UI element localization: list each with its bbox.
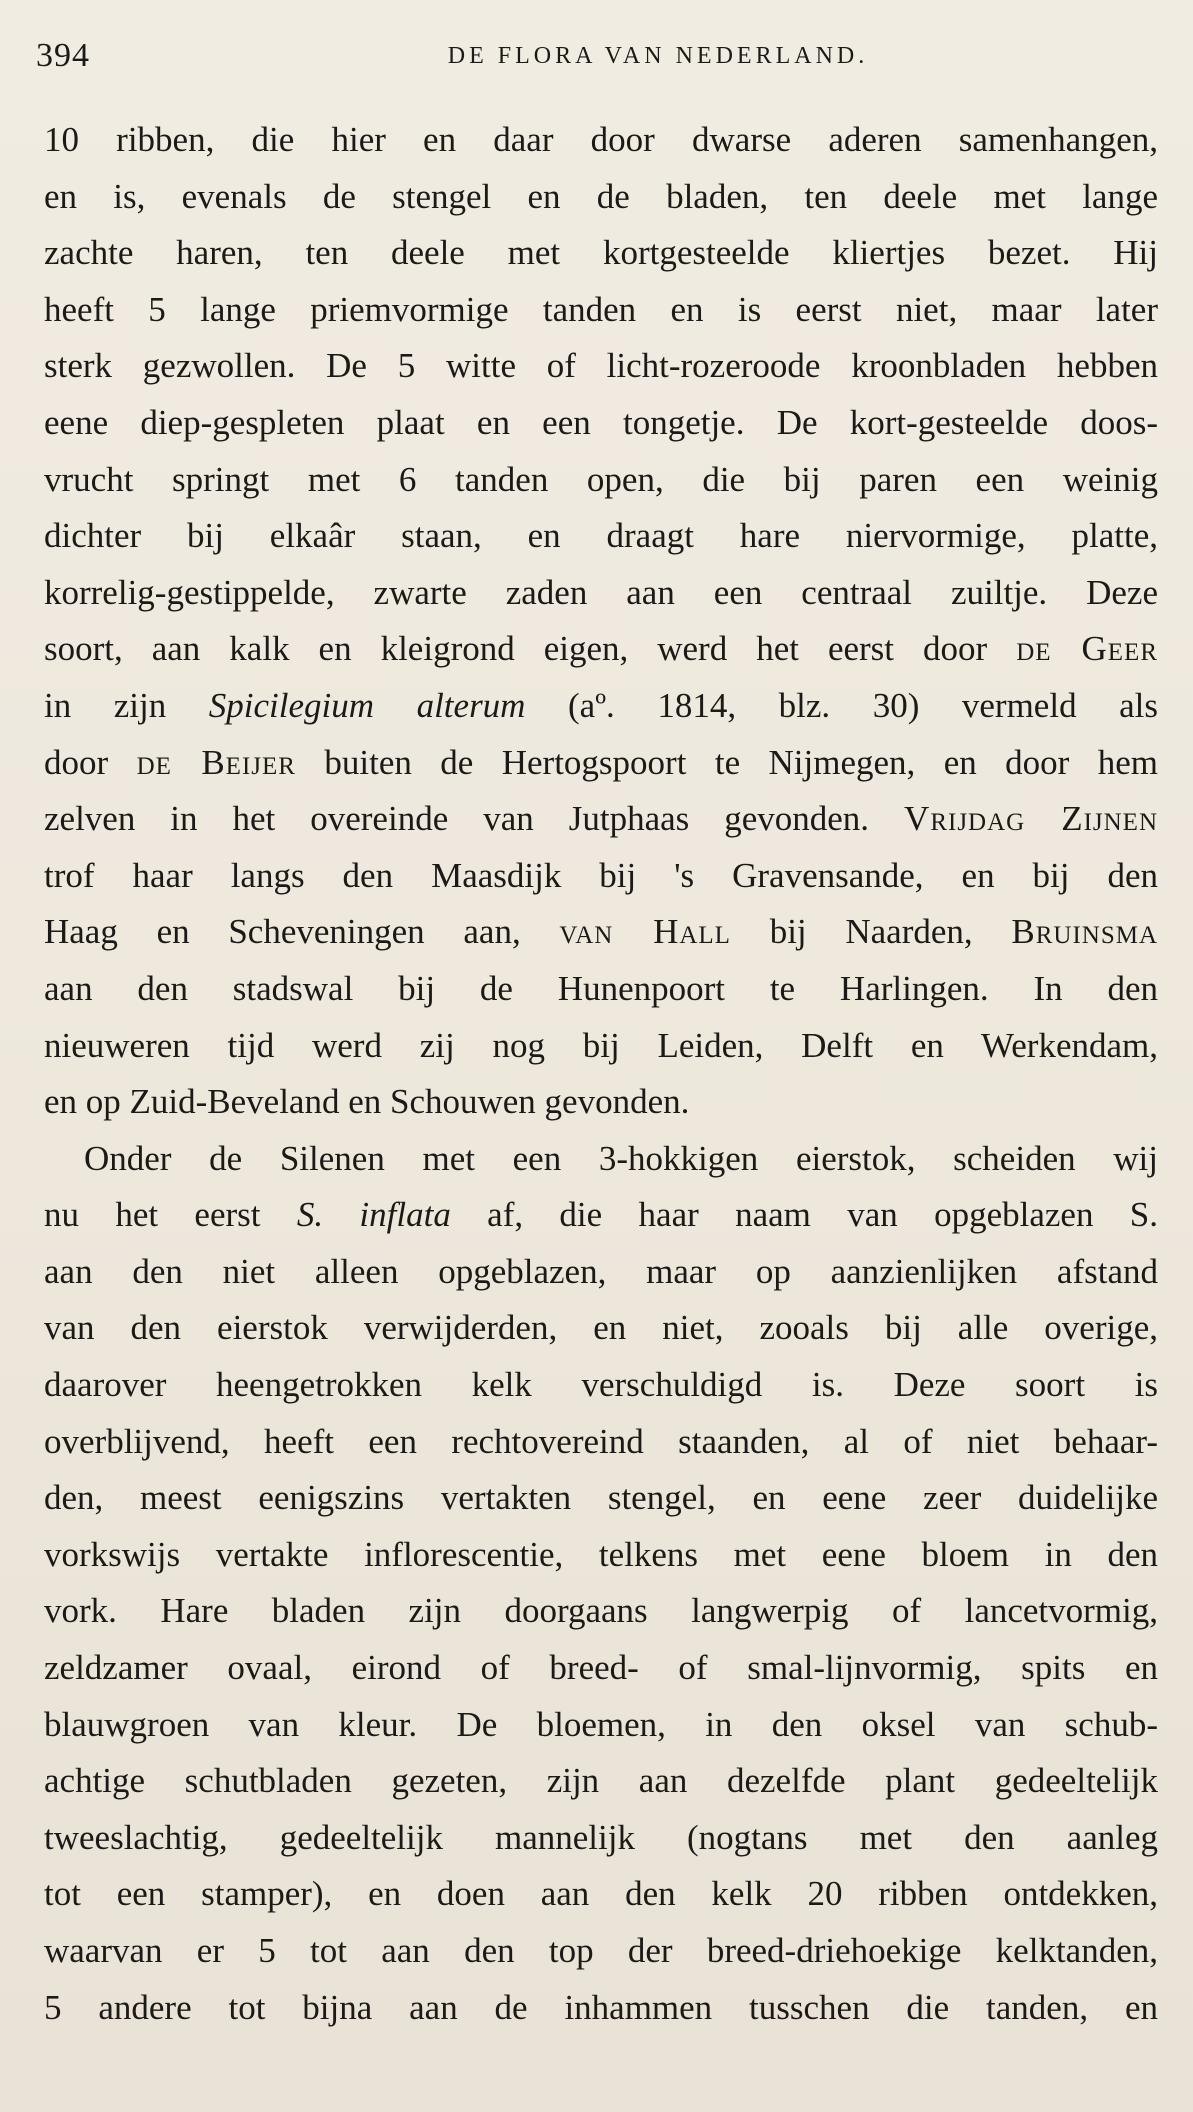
person-name: van Hall	[559, 912, 731, 952]
text-segment: heeft 5 lange priemvormige tanden en is eerst niet, maar later	[44, 289, 1158, 329]
text-line	[44, 1470, 1158, 1527]
text-line	[44, 1923, 1158, 1980]
text-line	[44, 735, 1158, 792]
text-line	[44, 1244, 1158, 1301]
text-segment: blauwgroen van kleur. De bloemen, in den oksel van schub-	[44, 1704, 1158, 1744]
text-line	[44, 1866, 1158, 1923]
running-title: DE FLORA VAN NEDERLAND.	[447, 43, 869, 69]
running-head	[36, 34, 1160, 78]
text-segment: dichter bij elkaâr staan, en draagt hare niervormige, platte,	[44, 516, 1158, 556]
text-line	[44, 1980, 1158, 2037]
text-line	[44, 452, 1158, 509]
text-segment: en op Zuid-Beveland en Schouwen gevonden.	[44, 1082, 690, 1122]
text-segment: achtige schutbladen gezeten, zijn aan dezelfde plant gedeeltelijk	[44, 1761, 1158, 1801]
text-segment: door	[44, 742, 137, 782]
text-line	[44, 848, 1158, 905]
text-segment: 10 ribben, die hier en daar door dwarse aderen samenhangen,	[44, 120, 1158, 159]
italic-term: S. inflata	[296, 1195, 451, 1235]
text-line	[44, 1527, 1158, 1584]
text-segment: den, meest eenigszins vertakten stengel, en eene zeer duidelijke	[44, 1478, 1158, 1518]
text-line	[44, 1640, 1158, 1697]
text-segment: in zijn	[44, 685, 209, 725]
text-line	[44, 1357, 1158, 1414]
text-line	[44, 1810, 1158, 1867]
text-segment: korrelig-gestippelde, zwarte zaden aan een centraal zuiltje. Deze	[44, 572, 1158, 612]
person-name: de Beijer	[136, 742, 296, 782]
text-line	[44, 112, 1158, 169]
text-segment: aan den niet alleen opgeblazen, maar op aanzienlijken afstand	[44, 1251, 1158, 1291]
text-line	[44, 1697, 1158, 1754]
text-segment: waarvan er 5 tot aan den top der breed-driehoekige kelktanden,	[44, 1931, 1158, 1970]
text-line	[44, 282, 1158, 339]
text-segment: sterk gezwollen. De 5 witte of licht-rozeroode kroonbladen hebben	[44, 346, 1158, 386]
text-segment: 5 andere tot bijna aan de inhammen tusschen die tanden, en	[44, 1987, 1158, 2027]
text-segment: Haag en Scheveningen aan,	[44, 912, 560, 952]
text-segment: vrucht springt met 6 tanden open, die bij paren een weinig	[44, 459, 1158, 499]
text-segment: soort, aan kalk en kleigrond eigen, werd het eerst door	[44, 629, 1017, 669]
text-segment: zachte haren, ten deele met kortgesteelde kliertjes bezet. Hij	[44, 233, 1158, 273]
text-segment: van den eierstok verwijderden, en niet, zooals bij alle overige,	[44, 1308, 1158, 1348]
text-segment: zeldzamer ovaal, eirond of breed- of smal-lijnvormig, spits en	[44, 1648, 1158, 1688]
text-line	[44, 1583, 1158, 1640]
page-number: 394	[36, 37, 90, 74]
text-segment: daarover heengetrokken kelk verschuldigd is. Deze soort is	[44, 1365, 1158, 1405]
text-line	[44, 904, 1158, 961]
text-line	[44, 1300, 1158, 1357]
text-line	[44, 791, 1158, 848]
text-line	[44, 1131, 1158, 1188]
text-line	[44, 1753, 1158, 1810]
text-segment: af, die haar naam van opgeblazen S.	[450, 1195, 1158, 1235]
text-segment: nu het eerst	[44, 1195, 297, 1235]
text-segment: en is, evenals de stengel en de bladen, ten deele met lange	[44, 176, 1158, 216]
text-line	[44, 395, 1158, 452]
text-line	[44, 1018, 1158, 1075]
text-segment: overblijvend, heeft een rechtovereind staanden, al of niet behaar-	[44, 1421, 1158, 1461]
text-line	[44, 565, 1158, 622]
text-segment: zelven in het overeinde van Jutphaas gevonden.	[44, 799, 905, 839]
text-segment: buiten de Hertogspoort te Nijmegen, en door hem	[295, 742, 1158, 782]
person-name: Bruinsma	[1011, 912, 1158, 952]
text-segment: trof haar langs den Maasdijk bij 's Gravensande, en bij den	[44, 855, 1158, 895]
text-segment: aan den stadswal bij de Hunenpoort te Harlingen. In den	[44, 968, 1158, 1008]
text-line	[44, 961, 1158, 1018]
text-segment: nieuweren tijd werd zij nog bij Leiden, Delft en Werkendam,	[44, 1025, 1158, 1065]
person-name: de Geer	[1016, 629, 1158, 669]
text-segment: vorkswijs vertakte inflorescentie, telkens met eene bloem in den	[44, 1534, 1158, 1574]
text-segment: Onder de Silenen met een 3-hokkigen eierstok, scheiden wij	[84, 1138, 1158, 1178]
text-segment: (aº. 1814, blz. 30) vermeld als	[525, 685, 1158, 725]
text-segment: tot een stamper), en doen aan den kelk 20 ribben ontdekken,	[44, 1874, 1158, 1914]
text-line	[44, 1074, 1158, 1131]
person-name: Vrijdag Zijnen	[904, 799, 1158, 839]
text-line	[44, 678, 1158, 735]
italic-term: Spicilegium alterum	[208, 685, 526, 725]
text-segment: eene diep-gespleten plaat en een tongetje. De kort-gesteelde doos-	[44, 402, 1158, 442]
text-segment: bij Naarden,	[730, 912, 1012, 952]
text-line	[44, 1414, 1158, 1471]
text-segment: tweeslachtig, gedeeltelijk mannelijk (nogtans met den aanleg	[44, 1817, 1158, 1857]
text-line	[44, 1187, 1158, 1244]
body-text	[44, 112, 1158, 2036]
text-line	[44, 225, 1158, 282]
text-line	[44, 338, 1158, 395]
text-segment: vork. Hare bladen zijn doorgaans langwerpig of lancetvormig,	[44, 1591, 1158, 1631]
text-line	[44, 621, 1158, 678]
text-line	[44, 508, 1158, 565]
text-line	[44, 169, 1158, 226]
